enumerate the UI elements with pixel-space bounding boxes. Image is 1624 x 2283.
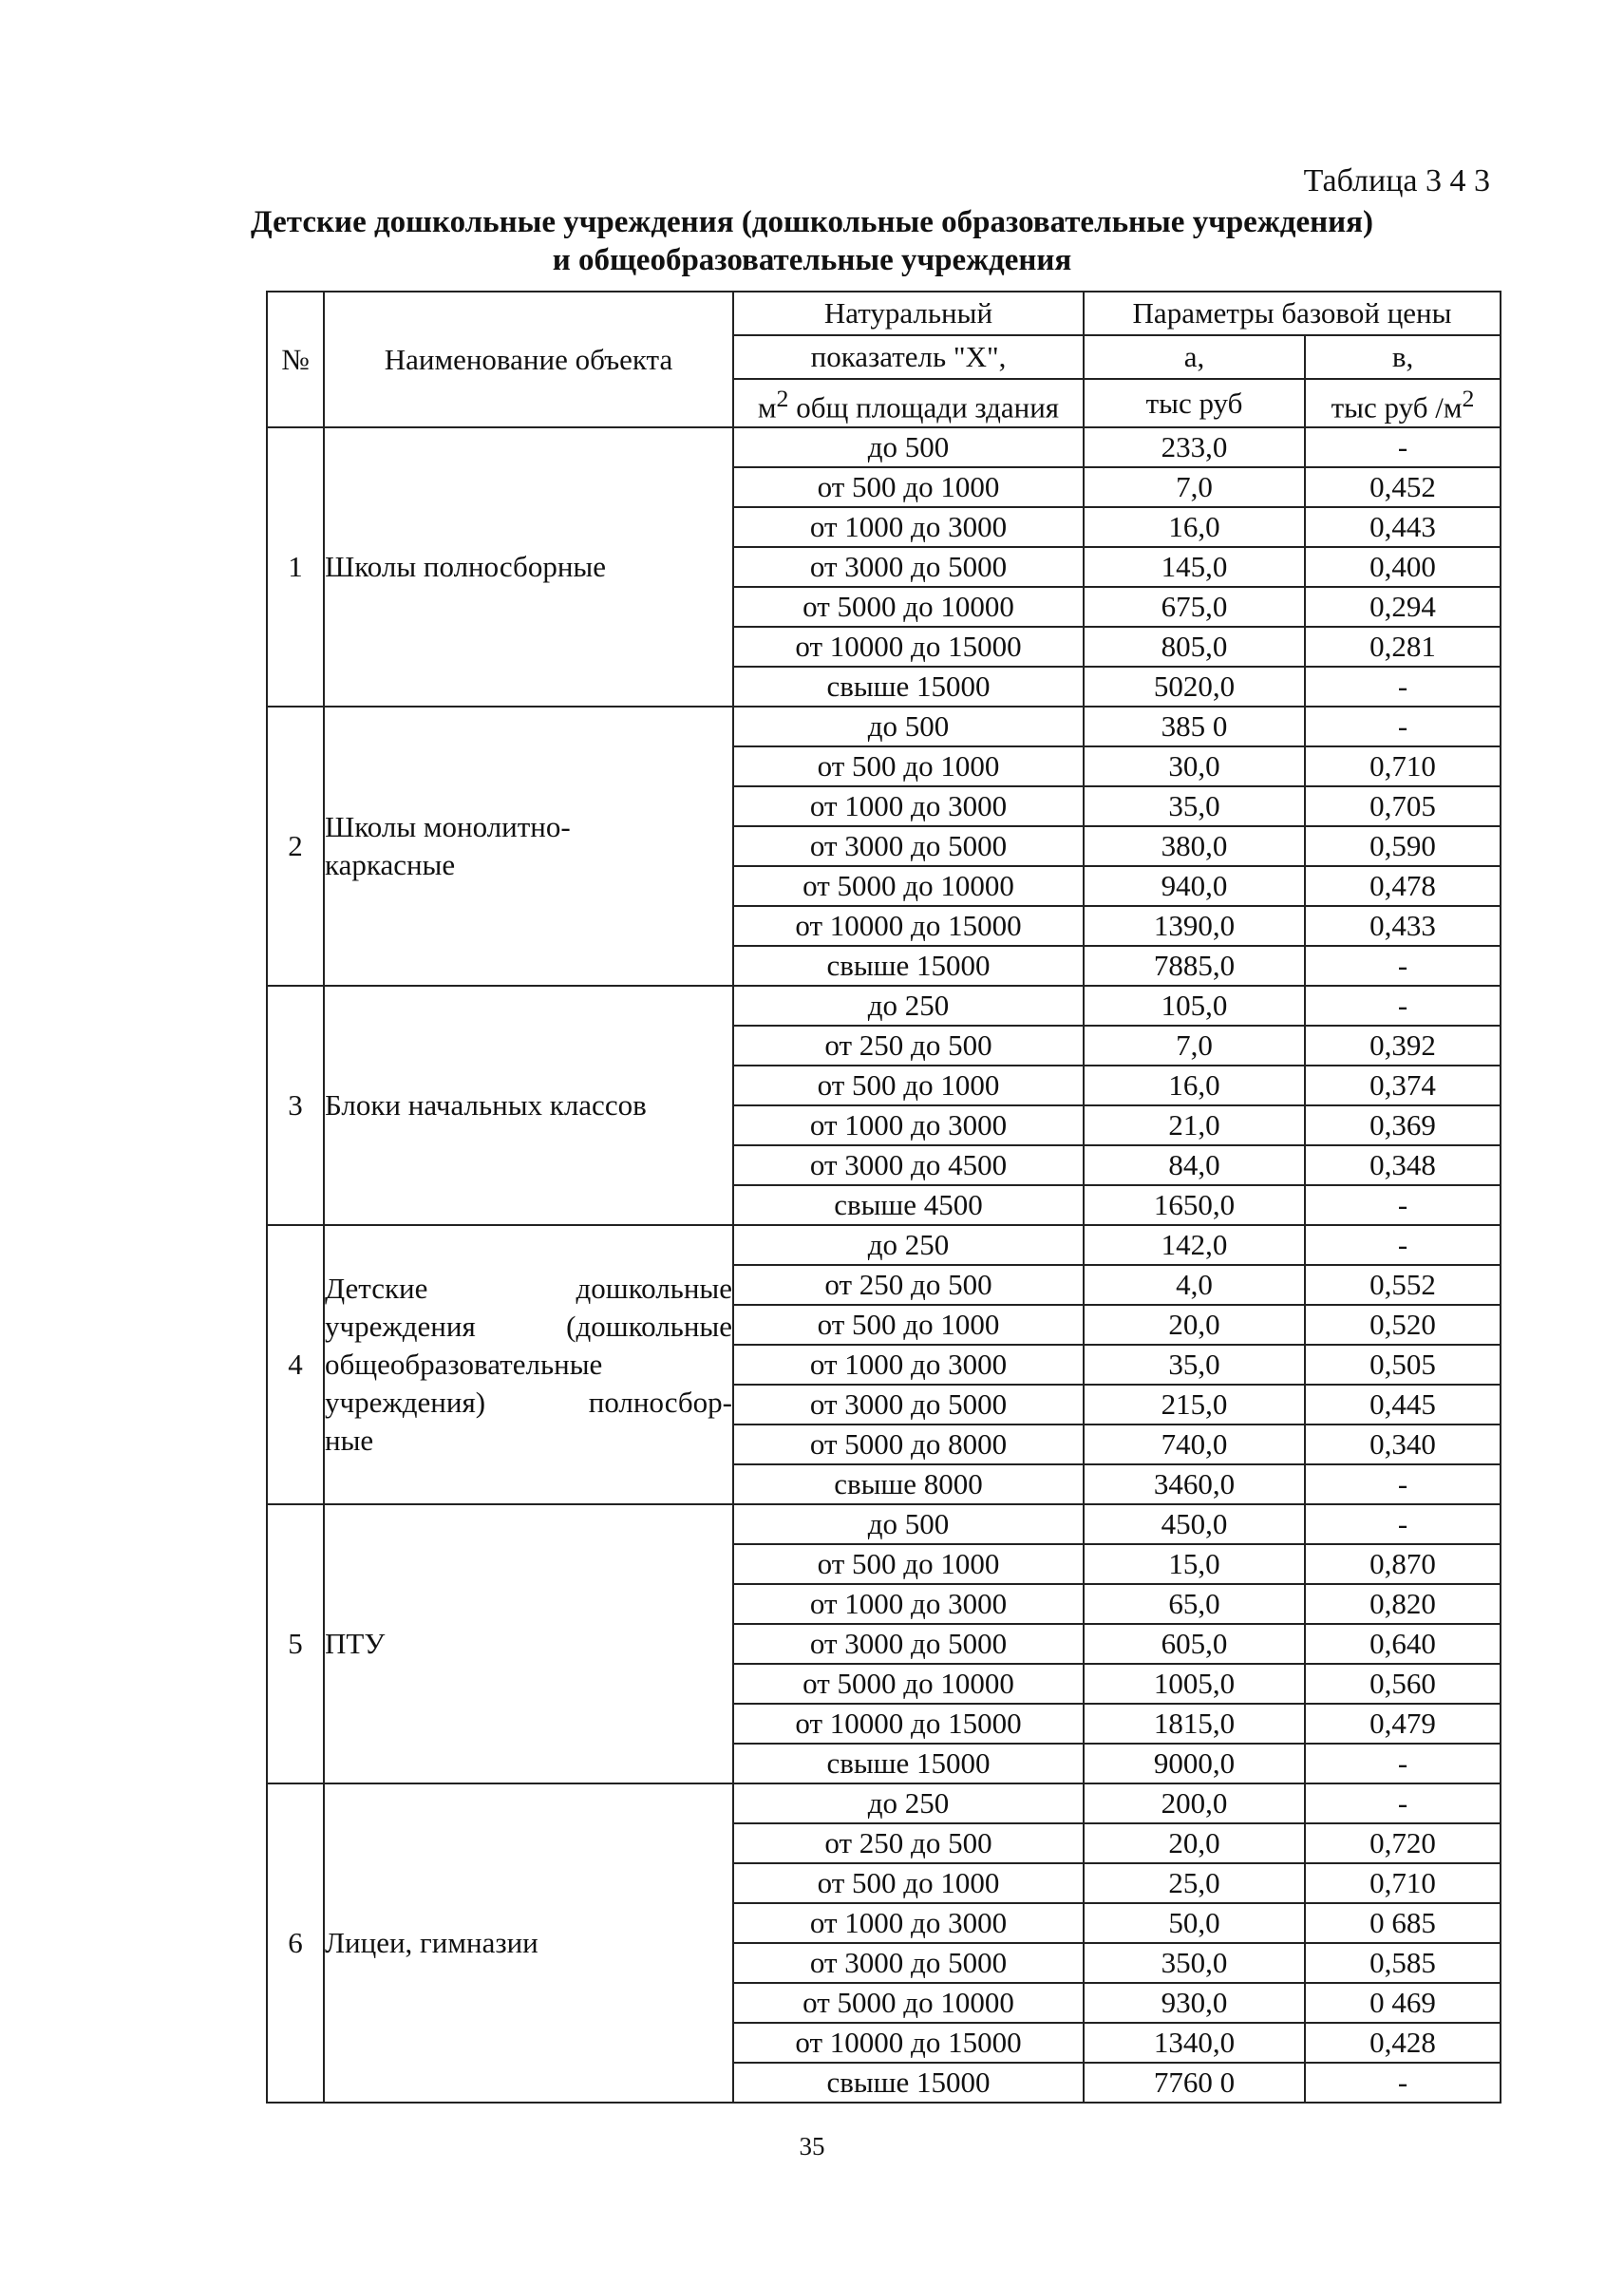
param-b-cell: 0,505: [1305, 1345, 1501, 1385]
param-a-cell: 145,0: [1084, 547, 1305, 587]
object-name-line: учреждения (дошкольные: [325, 1310, 732, 1344]
range-cell: от 3000 до 5000: [733, 547, 1084, 587]
object-name-line: Лицеи, гимназии: [325, 1926, 538, 1960]
range-cell: от 3000 до 5000: [733, 826, 1084, 866]
param-a-cell: 1815,0: [1084, 1704, 1305, 1744]
range-cell: свыше 15000: [733, 1744, 1084, 1783]
param-b-cell: -: [1305, 2063, 1501, 2103]
param-b-cell: 0,445: [1305, 1385, 1501, 1425]
range-cell: от 500 до 1000: [733, 1544, 1084, 1584]
range-cell: от 500 до 1000: [733, 467, 1084, 507]
param-a-cell: 740,0: [1084, 1425, 1305, 1464]
table-row: [267, 1504, 1501, 1544]
unit-m: м: [757, 390, 777, 425]
range-cell: до 250: [733, 1225, 1084, 1265]
param-b-cell: 0,428: [1305, 2023, 1501, 2063]
table-caption: Таблица 3 4 3: [1303, 163, 1490, 198]
param-b-cell: 0,479: [1305, 1704, 1501, 1744]
range-cell: от 1000 до 3000: [733, 507, 1084, 547]
param-a-cell: 380,0: [1084, 826, 1305, 866]
param-a-cell: 20,0: [1084, 1823, 1305, 1863]
object-name-line: каркасные: [325, 848, 456, 882]
object-name: [324, 986, 733, 1225]
range-cell: от 250 до 500: [733, 1026, 1084, 1066]
object-name-line: Детские дошкольные: [325, 1272, 732, 1306]
param-a-cell: 20,0: [1084, 1305, 1305, 1345]
object-name: [324, 707, 733, 986]
param-b-cell: 0,870: [1305, 1544, 1501, 1584]
param-b-cell: 0,640: [1305, 1624, 1501, 1664]
param-a-cell: 16,0: [1084, 507, 1305, 547]
object-name-line: учреждения) полносбор-: [325, 1386, 732, 1420]
range-cell: до 500: [733, 1504, 1084, 1544]
document-title-line-2: и общеобразовательные учреждения: [552, 243, 1072, 277]
param-a-cell: 21,0: [1084, 1105, 1305, 1145]
object-name-line: Школы полносборные: [325, 550, 606, 584]
header-b-line2: [1305, 379, 1501, 427]
object-name-line: Школы монолитно-: [325, 810, 571, 844]
param-a-cell: 450,0: [1084, 1504, 1305, 1544]
group-number: 5: [267, 1504, 324, 1783]
range-cell: свыше 15000: [733, 2063, 1084, 2103]
param-a-cell: 142,0: [1084, 1225, 1305, 1265]
param-a-cell: 25,0: [1084, 1863, 1305, 1903]
param-b-cell: 0,590: [1305, 826, 1501, 866]
param-a-cell: 50,0: [1084, 1903, 1305, 1943]
param-a-cell: 15,0: [1084, 1544, 1305, 1584]
param-b-cell: 0,340: [1305, 1425, 1501, 1464]
param-a-cell: 385 0: [1084, 707, 1305, 746]
range-cell: до 250: [733, 986, 1084, 1026]
param-a-cell: 1650,0: [1084, 1185, 1305, 1225]
object-name: [324, 427, 733, 707]
param-a-cell: 930,0: [1084, 1983, 1305, 2023]
param-a-cell: 30,0: [1084, 746, 1305, 786]
param-b-cell: 0 469: [1305, 1983, 1501, 2023]
range-cell: от 250 до 500: [733, 1823, 1084, 1863]
table-row: [267, 986, 1501, 1026]
param-a-cell: 805,0: [1084, 627, 1305, 667]
range-cell: от 5000 до 10000: [733, 1664, 1084, 1704]
range-cell: от 1000 до 3000: [733, 1105, 1084, 1145]
b-unit: тыс руб /м: [1331, 390, 1463, 425]
param-b-cell: 0,710: [1305, 1863, 1501, 1903]
range-cell: свыше 15000: [733, 667, 1084, 707]
param-a-cell: 16,0: [1084, 1066, 1305, 1105]
param-b-cell: 0,294: [1305, 587, 1501, 627]
group-number: 6: [267, 1783, 324, 2103]
param-b-cell: 0 685: [1305, 1903, 1501, 1943]
range-cell: от 500 до 1000: [733, 1066, 1084, 1105]
table-row: [267, 427, 1501, 467]
param-b-cell: 0,348: [1305, 1145, 1501, 1185]
range-cell: от 5000 до 8000: [733, 1425, 1084, 1464]
param-a-cell: 105,0: [1084, 986, 1305, 1026]
range-cell: свыше 4500: [733, 1185, 1084, 1225]
param-a-cell: 9000,0: [1084, 1744, 1305, 1783]
param-b-cell: 0,433: [1305, 906, 1501, 946]
header-natural-line3: [733, 379, 1084, 427]
param-b-cell: 0,585: [1305, 1943, 1501, 1983]
object-name-line: Блоки начальных классов: [325, 1088, 647, 1123]
header-natural-line2: показатель "X",: [733, 335, 1084, 379]
document-title: Детские дошкольные учреждения (дошкольные образовательные учреждения): [251, 205, 1373, 239]
param-b-cell: -: [1305, 1464, 1501, 1504]
table-row: [267, 707, 1501, 746]
param-a-cell: 7760 0: [1084, 2063, 1305, 2103]
param-b-cell: -: [1305, 427, 1501, 467]
range-cell: от 5000 до 10000: [733, 1983, 1084, 2023]
object-name-line: ные: [325, 1424, 374, 1458]
param-b-cell: 0,820: [1305, 1584, 1501, 1624]
header-row-1: [267, 292, 1501, 335]
param-b-cell: -: [1305, 1225, 1501, 1265]
page-number: 35: [799, 2132, 825, 2160]
range-cell: от 10000 до 15000: [733, 1704, 1084, 1744]
param-b-cell: 0,369: [1305, 1105, 1501, 1145]
param-a-cell: 65,0: [1084, 1584, 1305, 1624]
range-cell: от 10000 до 15000: [733, 627, 1084, 667]
header-name: Наименование объекта: [324, 292, 733, 427]
range-cell: от 500 до 1000: [733, 1863, 1084, 1903]
header-num: №: [267, 292, 324, 427]
param-a-cell: 7,0: [1084, 467, 1305, 507]
param-a-cell: 3460,0: [1084, 1464, 1305, 1504]
param-b-cell: -: [1305, 707, 1501, 746]
range-cell: от 1000 до 3000: [733, 1345, 1084, 1385]
param-b-cell: 0,560: [1305, 1664, 1501, 1704]
group-number: 2: [267, 707, 324, 986]
range-cell: от 3000 до 5000: [733, 1385, 1084, 1425]
param-a-cell: 1390,0: [1084, 906, 1305, 946]
object-name-line: общеобразовательные: [325, 1348, 603, 1382]
range-cell: до 500: [733, 427, 1084, 467]
param-b-cell: 0,400: [1305, 547, 1501, 587]
param-a-cell: 605,0: [1084, 1624, 1305, 1664]
table-row: [267, 1783, 1501, 1823]
param-a-cell: 35,0: [1084, 1345, 1305, 1385]
price-table: [266, 291, 1501, 2104]
param-b-cell: 0,552: [1305, 1265, 1501, 1305]
object-name: [324, 1225, 733, 1504]
param-b-cell: -: [1305, 1185, 1501, 1225]
param-a-cell: 940,0: [1084, 866, 1305, 906]
unit-sup: 2: [776, 385, 789, 412]
range-cell: от 10000 до 15000: [733, 906, 1084, 946]
group-number: 1: [267, 427, 324, 707]
param-a-cell: 350,0: [1084, 1943, 1305, 1983]
range-cell: от 1000 до 3000: [733, 1903, 1084, 1943]
param-b-cell: -: [1305, 1744, 1501, 1783]
range-cell: от 500 до 1000: [733, 1305, 1084, 1345]
param-a-cell: 1340,0: [1084, 2023, 1305, 2063]
param-b-cell: 0,281: [1305, 627, 1501, 667]
param-a-cell: 7885,0: [1084, 946, 1305, 986]
header-b-line1: в,: [1305, 335, 1501, 379]
group-number: 4: [267, 1225, 324, 1504]
param-a-cell: 7,0: [1084, 1026, 1305, 1066]
unit-rest: общ площади здания: [788, 390, 1060, 425]
range-cell: до 500: [733, 707, 1084, 746]
param-b-cell: -: [1305, 946, 1501, 986]
param-b-cell: 0,710: [1305, 746, 1501, 786]
object-name-line: ПТУ: [325, 1627, 386, 1661]
param-b-cell: -: [1305, 1504, 1501, 1544]
param-b-cell: -: [1305, 1783, 1501, 1823]
header-a-line1: а,: [1084, 335, 1305, 379]
param-a-cell: 4,0: [1084, 1265, 1305, 1305]
param-b-cell: 0,443: [1305, 507, 1501, 547]
range-cell: от 5000 до 10000: [733, 866, 1084, 906]
range-cell: от 3000 до 4500: [733, 1145, 1084, 1185]
object-name: [324, 1504, 733, 1783]
header-a-line2: тыс руб: [1084, 379, 1305, 427]
range-cell: от 5000 до 10000: [733, 587, 1084, 627]
param-a-cell: 675,0: [1084, 587, 1305, 627]
range-cell: от 3000 до 5000: [733, 1624, 1084, 1664]
param-b-cell: -: [1305, 986, 1501, 1026]
range-cell: до 250: [733, 1783, 1084, 1823]
range-cell: от 500 до 1000: [733, 746, 1084, 786]
range-cell: свыше 15000: [733, 946, 1084, 986]
param-a-cell: 215,0: [1084, 1385, 1305, 1425]
table-row: [267, 1225, 1501, 1265]
table-body: [267, 292, 1501, 2103]
b-unit-sup: 2: [1462, 385, 1475, 412]
param-a-cell: 84,0: [1084, 1145, 1305, 1185]
range-cell: от 1000 до 3000: [733, 786, 1084, 826]
range-cell: от 3000 до 5000: [733, 1943, 1084, 1983]
param-a-cell: 35,0: [1084, 786, 1305, 826]
param-a-cell: 5020,0: [1084, 667, 1305, 707]
range-cell: от 1000 до 3000: [733, 1584, 1084, 1624]
object-name: [324, 1783, 733, 2103]
range-cell: от 250 до 500: [733, 1265, 1084, 1305]
param-b-cell: -: [1305, 667, 1501, 707]
param-b-cell: 0,374: [1305, 1066, 1501, 1105]
range-cell: свыше 8000: [733, 1464, 1084, 1504]
param-b-cell: 0,478: [1305, 866, 1501, 906]
param-b-cell: 0,452: [1305, 467, 1501, 507]
header-natural-line1: Натуральный: [733, 292, 1084, 335]
param-a-cell: 233,0: [1084, 427, 1305, 467]
group-number: 3: [267, 986, 324, 1225]
param-b-cell: 0,392: [1305, 1026, 1501, 1066]
param-b-cell: 0,720: [1305, 1823, 1501, 1863]
range-cell: от 10000 до 15000: [733, 2023, 1084, 2063]
param-a-cell: 1005,0: [1084, 1664, 1305, 1704]
header-params: Параметры базовой цены: [1084, 292, 1501, 335]
param-a-cell: 200,0: [1084, 1783, 1305, 1823]
param-b-cell: 0,520: [1305, 1305, 1501, 1345]
param-b-cell: 0,705: [1305, 786, 1501, 826]
